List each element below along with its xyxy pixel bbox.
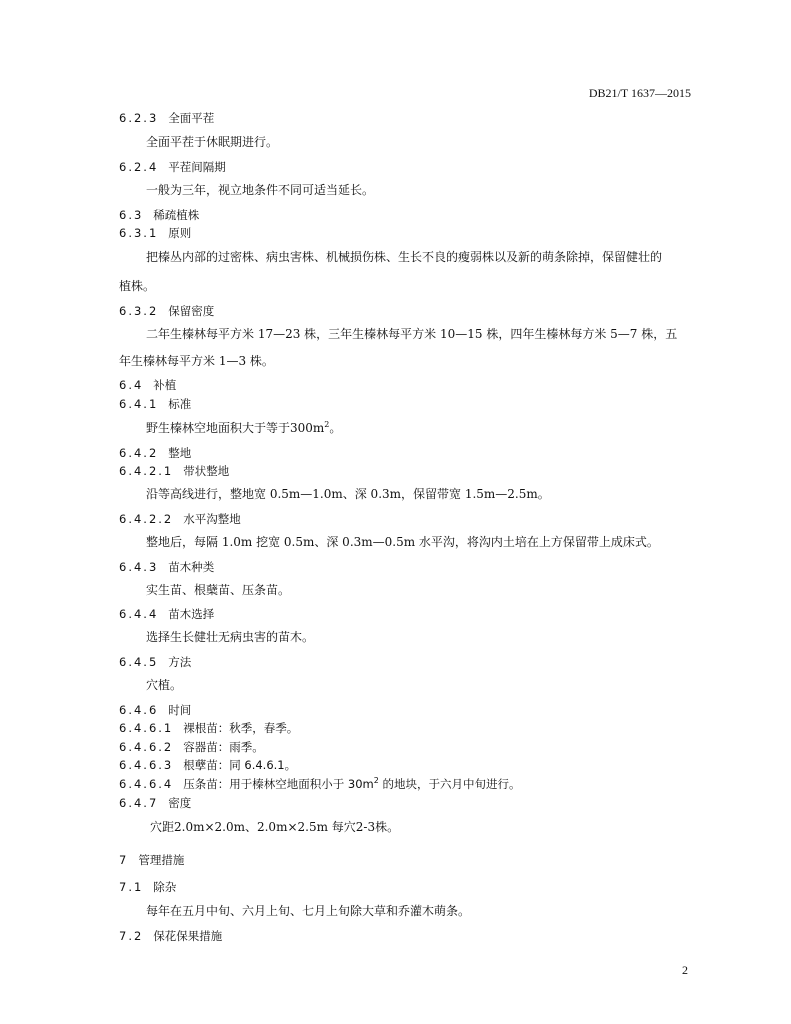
heading-6-4-7	[119, 796, 191, 810]
section-number: 6.4.6.1	[119, 721, 174, 735]
section-number: 6.2.3	[119, 111, 159, 125]
text-part: 的地块，于六月中旬进行。	[378, 777, 521, 791]
section-number: 6.4.4	[119, 607, 159, 621]
paragraph-6-4-2-1: 沿等高线进行，整地宽 0.5m—1.0m、深 0.3m，保留带宽 1.5m—2.5m。	[146, 487, 550, 501]
section-title: 管理措施	[138, 853, 185, 867]
section-number: 6.3	[119, 208, 144, 222]
heading-6-3	[119, 208, 199, 222]
item-6-4-6-3	[119, 758, 296, 772]
paragraph-6-2-4: 一般为三年，视立地条件不同可适当延长。	[146, 183, 375, 197]
text-part: 野生榛林空地面积大于等于300m	[146, 421, 325, 435]
section-number: 7.2	[119, 929, 144, 943]
paragraph-6-4-7: 穴距2.0m×2.0m、2.0m×2.5m 每穴2-3株。	[150, 820, 400, 834]
item-text: 容器苗：雨季。	[183, 740, 264, 754]
paragraph-6-4-4: 选择生长健壮无病虫害的苗木。	[146, 630, 315, 644]
section-number: 6.4.6.3	[119, 758, 174, 772]
section-number: 7.1	[119, 880, 144, 894]
section-number: 6.4.2	[119, 446, 159, 460]
heading-6-4	[119, 378, 176, 392]
section-title: 补植	[153, 378, 177, 392]
heading-6-2-4	[119, 160, 226, 174]
heading-6-4-2-2	[119, 512, 241, 526]
text-part: 。	[329, 421, 342, 435]
heading-7-1	[119, 880, 176, 894]
heading-6-3-2	[119, 304, 214, 318]
section-number: 6.4.1	[119, 397, 159, 411]
section-title: 保留密度	[168, 304, 215, 318]
section-title: 除杂	[153, 880, 177, 894]
section-title: 苗木种类	[168, 560, 215, 574]
paragraph-6-4-1	[146, 421, 341, 435]
superscript: 2	[373, 776, 379, 785]
text-part: 压条苗：用于榛林空地面积小于 30m	[183, 777, 374, 791]
paragraph-6-3-2-line2: 年生榛林每平方米 1—3 株。	[119, 354, 274, 368]
section-title: 水平沟整地	[183, 512, 241, 526]
section-title: 整地	[168, 446, 192, 460]
section-number: 6.4.7	[119, 796, 159, 810]
section-number: 6.4.2.1	[119, 464, 174, 478]
item-text: 根孽苗：同 6.4.6.1。	[183, 758, 297, 772]
section-number: 6.4.3	[119, 560, 159, 574]
section-number: 6.3.2	[119, 304, 159, 318]
item-6-4-6-4	[119, 777, 520, 791]
paragraph-6-4-3: 实生苗、根蘖苗、压条苗。	[146, 583, 291, 597]
heading-6-3-1	[119, 226, 191, 240]
section-title: 方法	[168, 655, 192, 669]
section-number: 6.4.6	[119, 703, 159, 717]
section-number: 6.4.6.4	[119, 777, 174, 791]
section-title: 苗木选择	[168, 607, 215, 621]
heading-6-4-1	[119, 397, 191, 411]
heading-6-4-3	[119, 560, 214, 574]
section-number: 6.4.6.2	[119, 740, 174, 754]
paragraph-7-1: 每年在五月中旬、六月上旬、七月上旬除大草和乔灌木萌条。	[146, 904, 471, 918]
page-number: 2	[682, 963, 688, 977]
heading-7-2	[119, 929, 222, 943]
section-title: 时间	[168, 703, 192, 717]
section-title: 平茬间隔期	[168, 160, 226, 174]
section-number: 6.3.1	[119, 226, 159, 240]
document-code: DB21/T 1637—2015	[588, 86, 691, 100]
paragraph-6-3-2-line1: 二年生榛林每平方米 17—23 株，三年生榛林每平方米 10—15 株，四年生榛林每方米 5—7 株，五	[146, 327, 678, 341]
section-number: 6.2.4	[119, 160, 159, 174]
paragraph-6-2-3: 全面平茬于休眠期进行。	[146, 135, 279, 149]
section-number: 6.4	[119, 378, 144, 392]
heading-6-2-3	[119, 111, 214, 125]
paragraph-6-4-5: 穴植。	[146, 678, 183, 692]
section-number: 6.4.5	[119, 655, 159, 669]
section-title: 带状整地	[183, 464, 230, 478]
heading-7	[119, 853, 184, 867]
heading-6-4-4	[119, 607, 214, 621]
heading-6-4-2	[119, 446, 191, 460]
section-title: 保花保果措施	[153, 929, 223, 943]
section-number: 7	[119, 853, 129, 867]
heading-6-4-2-1	[119, 464, 229, 478]
superscript: 2	[324, 420, 330, 429]
item-6-4-6-2	[119, 740, 264, 754]
paragraph-6-3-1-line1: 把榛丛内部的过密株、病虫害株、机械损伤株、生长不良的瘦弱株以及新的萌条除掉，保留健壮的	[146, 250, 663, 264]
section-title: 密度	[168, 796, 192, 810]
section-title: 原则	[168, 226, 192, 240]
paragraph-6-4-2-2: 整地后，每隔 1.0m 挖宽 0.5m、深 0.3m—0.5m 水平沟，将沟内土培在上方保留带上成床式。	[146, 535, 659, 549]
heading-6-4-6	[119, 703, 191, 717]
item-text: 裸根苗：秋季，春季。	[183, 721, 299, 735]
item-text	[183, 777, 520, 791]
paragraph-6-3-1-line2: 植株。	[119, 279, 156, 293]
section-number: 6.4.2.2	[119, 512, 174, 526]
section-title: 标准	[168, 397, 192, 411]
item-6-4-6-1	[119, 721, 298, 735]
section-title: 全面平茬	[168, 111, 215, 125]
section-title: 稀疏植株	[153, 208, 200, 222]
heading-6-4-5	[119, 655, 191, 669]
